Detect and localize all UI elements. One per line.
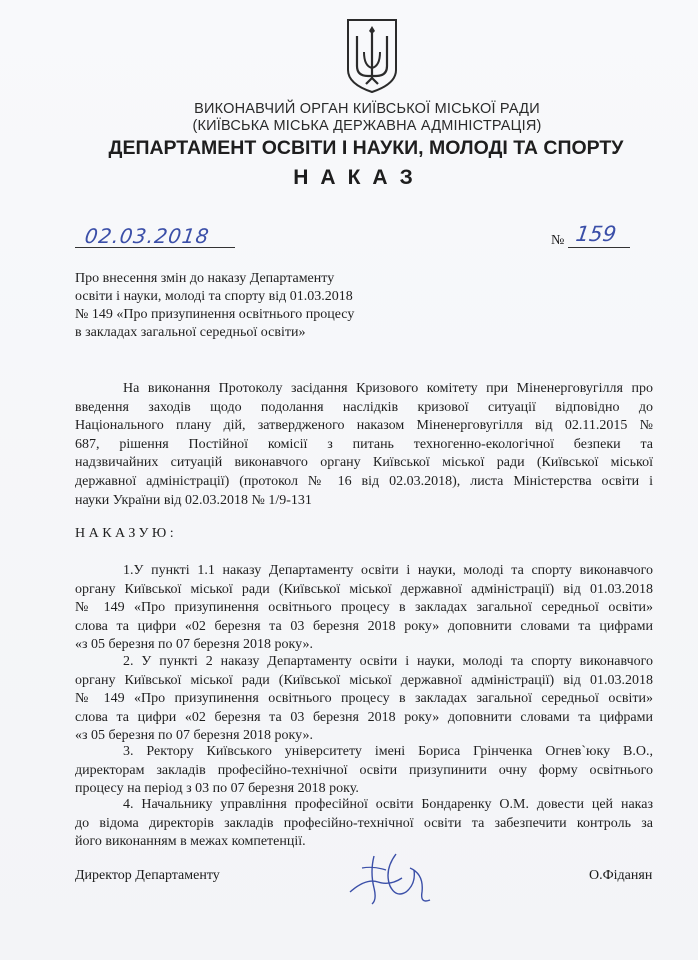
preamble-line: На виконання Протоколу засідання Кризового комітету при Міненерговугілля про xyxy=(123,381,653,396)
paragraph-line: органу Київської міської ради (Київської міської державної адміністрації) від 01.03.2018 xyxy=(75,672,653,688)
signatory-name: О.Фіданян xyxy=(589,868,653,883)
document-subject xyxy=(75,270,415,342)
document-date: 02.03.2018 xyxy=(83,224,212,248)
paragraph-line: 3. Ректору Київського університету імені Бориса Грінченка Огнев`юку В.О., xyxy=(123,744,653,759)
trident-coat-of-arms-icon xyxy=(346,18,398,94)
paragraph-line: № 149 «Про призупинення освітнього процесу в закладах загальної середньої освіти» xyxy=(75,600,653,616)
subject-line: освіти і науки, молоді та спорту від 01.03.2018 xyxy=(75,289,353,304)
paragraph-line: слова та цифри «02 березня та 03 березня 2018 року» доповнити словами та цифрами xyxy=(75,618,653,634)
preamble-line: 687, рішення Постійної комісії з питань техногенно-екологічної безпеки та xyxy=(75,436,653,452)
paragraph-line: до відома директорів закладів професійно-технічної освіти та забезпечити контроль за xyxy=(75,815,653,831)
document-type: НАКАЗ xyxy=(293,166,425,189)
paragraph-line: № 149 «Про призупинення освітнього процесу в закладах загальної середньої освіти» xyxy=(75,691,653,707)
paragraph-line: директорам закладів професійно-технічної освіти призупинити очну форму освітнього xyxy=(75,762,653,778)
handwritten-signature xyxy=(344,848,440,908)
preamble-line: державної адміністрації) (протокол № 16 від 02.03.2018), листа Міністерства освіти і xyxy=(75,473,653,489)
paragraph-line: його виконанням в межах компетенції. xyxy=(75,834,306,850)
paragraph-line: процесу на період з 03 по 07 березня 2018 року. xyxy=(75,781,359,797)
number-underline xyxy=(568,247,630,248)
issuer-line-1: ВИКОНАВЧИЙ ОРГАН КИЇВСЬКОЇ МІСЬКОЇ РАДИ xyxy=(194,101,540,117)
preamble xyxy=(75,380,653,510)
preamble-line: надзвичайних ситуацій виконавчого органу Київської міської ради (Київської міської xyxy=(75,455,653,471)
paragraph-2 xyxy=(75,653,653,746)
issuer-line-2: (КИЇВСЬКА МІСЬКА ДЕРЖАВНА АДМІНІСТРАЦІЯ) xyxy=(192,118,542,134)
subject-line: в закладах загальної середньої освіти» xyxy=(75,325,306,340)
signatory-position: Директор Департаменту xyxy=(75,868,220,883)
document-number: 159 xyxy=(574,222,618,246)
preamble-line: Національного плану дій, затвердженого наказом Міненерговугілля від 02.11.2015 № xyxy=(75,418,653,434)
paragraph-line: «з 05 березня по 07 березня 2018 року». xyxy=(75,728,313,744)
paragraph-line: слова та цифри «02 березня та 03 березня 2018 року» доповнити словами та цифрами xyxy=(75,709,653,725)
paragraph-line: «з 05 березня по 07 березня 2018 року». xyxy=(75,637,313,653)
subject-line: № 149 «Про призупинення освітнього процесу xyxy=(75,307,355,322)
preamble-line: науки України від 02.03.2018 № 1/9-131 xyxy=(75,492,312,508)
number-sign: № xyxy=(551,233,565,248)
paragraph-line: 1.У пункті 1.1 наказу Департаменту освіти і науки, молоді та спорту виконавчого xyxy=(123,563,653,578)
paragraph-line: органу Київської міської ради (Київської міської державної адміністрації) від 01.03.2018 xyxy=(75,581,653,597)
preamble-line: введення заходів щодо подолання наслідків кризової ситуації відповідно до xyxy=(75,399,653,415)
paragraph-line: 4. Начальнику управління професійної освіти Бондаренку О.М. довести цей наказ xyxy=(123,797,653,812)
paragraph-3 xyxy=(75,743,653,799)
paragraph-1 xyxy=(75,562,653,655)
department-title: ДЕПАРТАМЕНТ ОСВІТИ І НАУКИ, МОЛОДІ ТА СПОРТУ xyxy=(108,137,624,159)
paragraph-4 xyxy=(75,796,653,852)
order-word: НАКАЗУЮ: xyxy=(75,526,178,541)
subject-line: Про внесення змін до наказу Департаменту xyxy=(75,271,335,286)
paragraph-line: 2. У пункті 2 наказу Департаменту освіти і науки, молоді та спорту виконавчого xyxy=(123,654,653,669)
